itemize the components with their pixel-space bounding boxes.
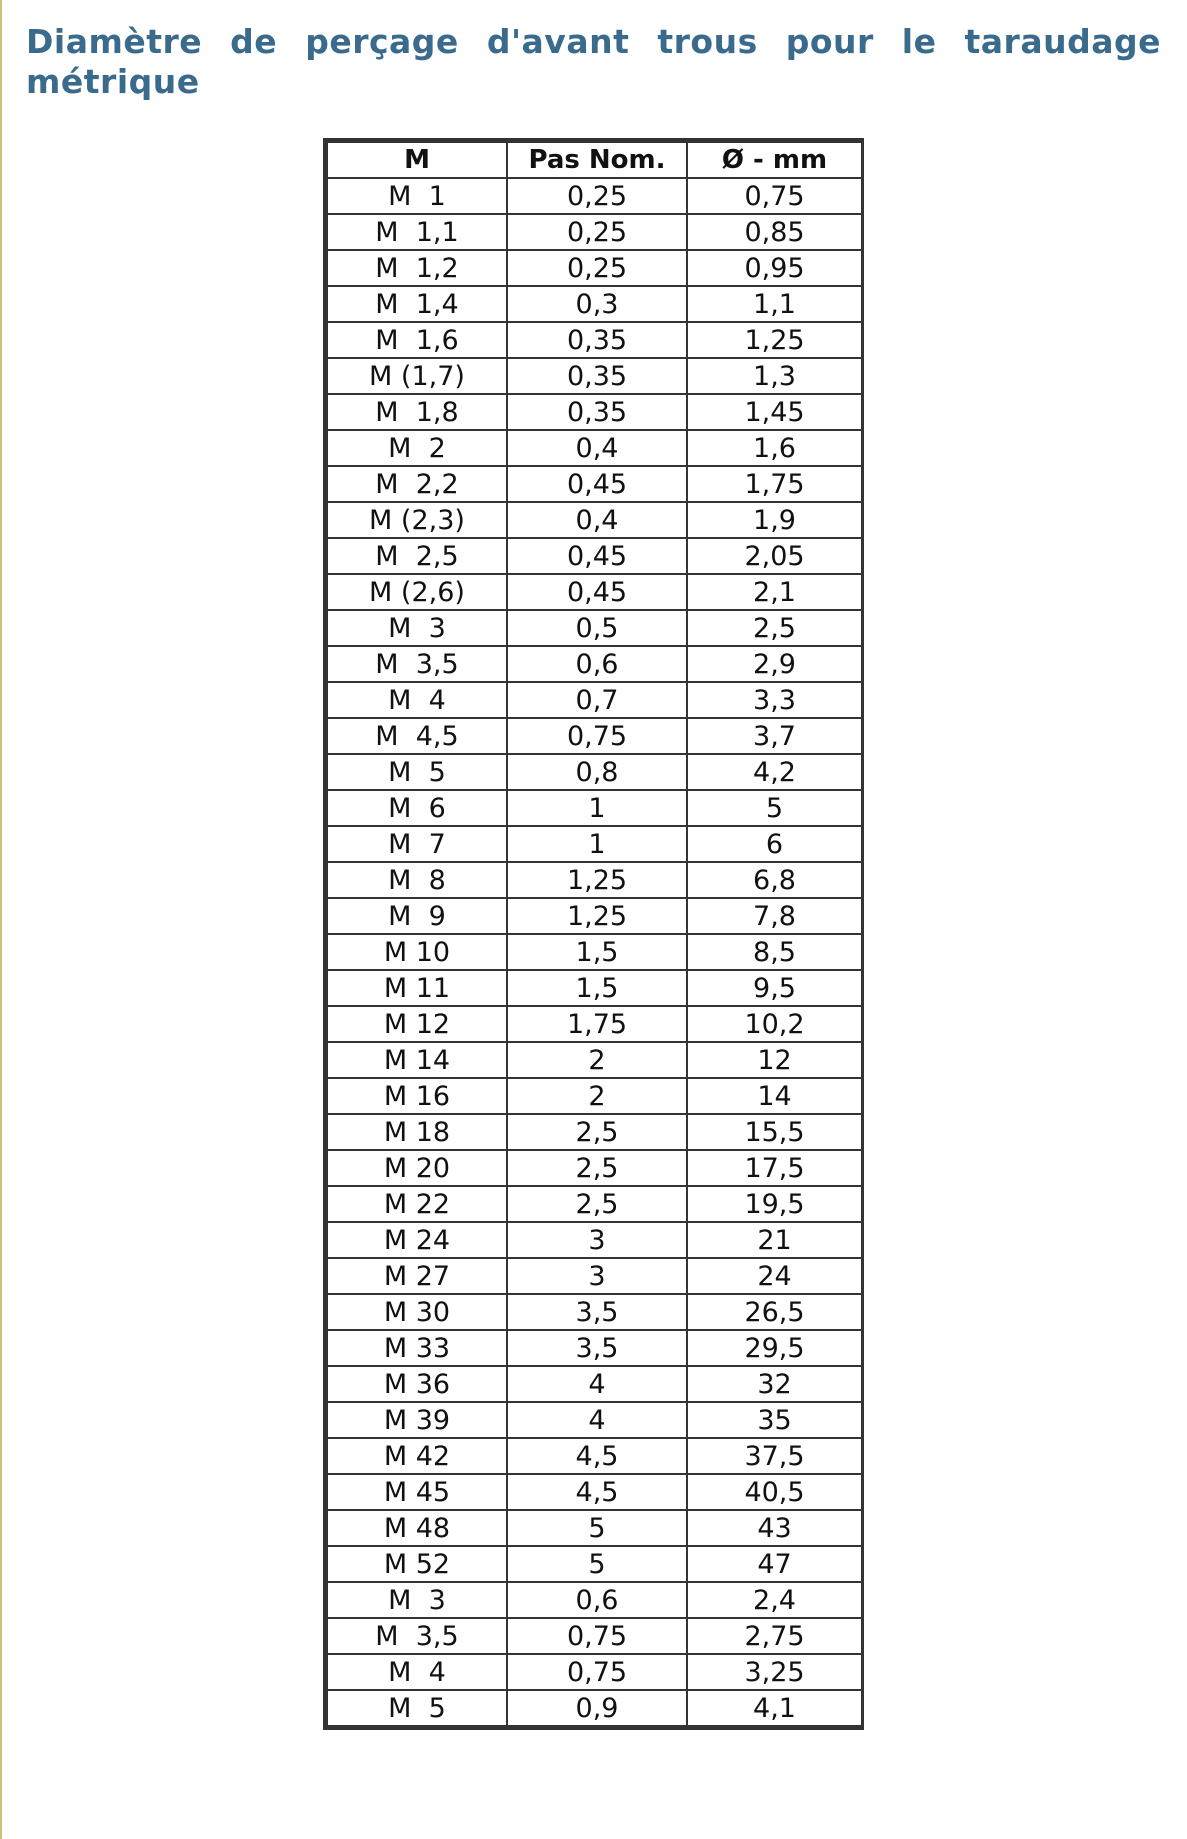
- thread-size-cell: M 4,5: [327, 718, 507, 754]
- nominal-pitch-cell: 4: [507, 1402, 687, 1438]
- drill-diameter-cell: 2,4: [687, 1582, 862, 1618]
- table-row: [327, 1294, 862, 1330]
- thread-size-cell: M 33: [327, 1330, 507, 1366]
- thread-size-cell: M 27: [327, 1258, 507, 1294]
- thread-size-cell: M 2,2: [327, 466, 507, 502]
- drill-diameter-cell: 37,5: [687, 1438, 862, 1474]
- thread-size-cell: M (2,6): [327, 574, 507, 610]
- table-row: [327, 682, 862, 718]
- page-title: Diamètre de perçage d'avant trous pour le taraudage métrique: [26, 22, 1161, 101]
- thread-size-cell: M 45: [327, 1474, 507, 1510]
- table-row: [327, 1510, 862, 1546]
- table-row: [327, 1402, 862, 1438]
- nominal-pitch-cell: 1,5: [507, 970, 687, 1006]
- nominal-pitch-cell: 0,9: [507, 1690, 687, 1726]
- tap-drill-table: [326, 141, 863, 1727]
- nominal-pitch-cell: 0,45: [507, 466, 687, 502]
- thread-size-cell: M 24: [327, 1222, 507, 1258]
- nominal-pitch-cell: 2,5: [507, 1150, 687, 1186]
- drill-diameter-cell: 10,2: [687, 1006, 862, 1042]
- drill-diameter-cell: 8,5: [687, 934, 862, 970]
- nominal-pitch-cell: 0,25: [507, 214, 687, 250]
- drill-diameter-cell: 47: [687, 1546, 862, 1582]
- drill-diameter-cell: 19,5: [687, 1186, 862, 1222]
- table-row: [327, 970, 862, 1006]
- nominal-pitch-cell: 0,4: [507, 502, 687, 538]
- table-row: [327, 718, 862, 754]
- drill-diameter-cell: 40,5: [687, 1474, 862, 1510]
- table-row: [327, 286, 862, 322]
- nominal-pitch-cell: 3,5: [507, 1330, 687, 1366]
- nominal-pitch-cell: 0,75: [507, 718, 687, 754]
- table-row: [327, 1546, 862, 1582]
- table-row: [327, 466, 862, 502]
- table-body: [327, 178, 862, 1726]
- table-row: [327, 898, 862, 934]
- drill-diameter-cell: 35: [687, 1402, 862, 1438]
- table-row: [327, 538, 862, 574]
- table-row: [327, 1618, 862, 1654]
- nominal-pitch-cell: 0,45: [507, 574, 687, 610]
- drill-diameter-cell: 3,7: [687, 718, 862, 754]
- table-row: [327, 1654, 862, 1690]
- nominal-pitch-cell: 4,5: [507, 1474, 687, 1510]
- nominal-pitch-cell: 2,5: [507, 1186, 687, 1222]
- nominal-pitch-cell: 5: [507, 1546, 687, 1582]
- nominal-pitch-cell: 1,75: [507, 1006, 687, 1042]
- drill-diameter-cell: 9,5: [687, 970, 862, 1006]
- table-row: [327, 646, 862, 682]
- nominal-pitch-cell: 3: [507, 1222, 687, 1258]
- header-nominal-pitch: Pas Nom.: [507, 142, 687, 178]
- drill-diameter-cell: 6: [687, 826, 862, 862]
- thread-size-cell: M 36: [327, 1366, 507, 1402]
- tap-drill-table-container: [323, 138, 864, 1730]
- table-row: [327, 1258, 862, 1294]
- drill-diameter-cell: 1,3: [687, 358, 862, 394]
- thread-size-cell: M 3,5: [327, 646, 507, 682]
- table-row: [327, 394, 862, 430]
- nominal-pitch-cell: 1,25: [507, 862, 687, 898]
- drill-diameter-cell: 4,1: [687, 1690, 862, 1726]
- thread-size-cell: M 6: [327, 790, 507, 826]
- drill-diameter-cell: 5: [687, 790, 862, 826]
- header-thread-size: M: [327, 142, 507, 178]
- thread-size-cell: M 7: [327, 826, 507, 862]
- thread-size-cell: M 16: [327, 1078, 507, 1114]
- table-row: [327, 826, 862, 862]
- drill-diameter-cell: 2,9: [687, 646, 862, 682]
- table-row: [327, 1006, 862, 1042]
- drill-diameter-cell: 15,5: [687, 1114, 862, 1150]
- drill-diameter-cell: 12: [687, 1042, 862, 1078]
- nominal-pitch-cell: 0,6: [507, 1582, 687, 1618]
- table-row: [327, 1042, 862, 1078]
- thread-size-cell: M 4: [327, 1654, 507, 1690]
- nominal-pitch-cell: 1,5: [507, 934, 687, 970]
- table-row: [327, 1186, 862, 1222]
- thread-size-cell: M 1: [327, 178, 507, 214]
- thread-size-cell: M 1,4: [327, 286, 507, 322]
- nominal-pitch-cell: 2,5: [507, 1114, 687, 1150]
- thread-size-cell: M 12: [327, 1006, 507, 1042]
- table-row: [327, 250, 862, 286]
- drill-diameter-cell: 29,5: [687, 1330, 862, 1366]
- nominal-pitch-cell: 1,25: [507, 898, 687, 934]
- nominal-pitch-cell: 0,35: [507, 394, 687, 430]
- nominal-pitch-cell: 0,25: [507, 178, 687, 214]
- thread-size-cell: M 9: [327, 898, 507, 934]
- thread-size-cell: M 2: [327, 430, 507, 466]
- thread-size-cell: M 1,8: [327, 394, 507, 430]
- drill-diameter-cell: 2,75: [687, 1618, 862, 1654]
- thread-size-cell: M 48: [327, 1510, 507, 1546]
- drill-diameter-cell: 24: [687, 1258, 862, 1294]
- drill-diameter-cell: 2,1: [687, 574, 862, 610]
- thread-size-cell: M (1,7): [327, 358, 507, 394]
- nominal-pitch-cell: 4: [507, 1366, 687, 1402]
- drill-diameter-cell: 1,1: [687, 286, 862, 322]
- table-row: [327, 1474, 862, 1510]
- nominal-pitch-cell: 4,5: [507, 1438, 687, 1474]
- header-drill-diameter: Ø - mm: [687, 142, 862, 178]
- nominal-pitch-cell: 3,5: [507, 1294, 687, 1330]
- left-border-rule: [0, 0, 2, 1839]
- thread-size-cell: M 22: [327, 1186, 507, 1222]
- thread-size-cell: M 3: [327, 610, 507, 646]
- table-row: [327, 610, 862, 646]
- nominal-pitch-cell: 0,35: [507, 322, 687, 358]
- nominal-pitch-cell: 3: [507, 1258, 687, 1294]
- drill-diameter-cell: 2,05: [687, 538, 862, 574]
- nominal-pitch-cell: 0,3: [507, 286, 687, 322]
- table-row: [327, 1438, 862, 1474]
- table-row: [327, 1582, 862, 1618]
- table-header-row: [327, 142, 862, 178]
- thread-size-cell: M 5: [327, 1690, 507, 1726]
- table-row: [327, 574, 862, 610]
- thread-size-cell: M 4: [327, 682, 507, 718]
- nominal-pitch-cell: 0,4: [507, 430, 687, 466]
- drill-diameter-cell: 17,5: [687, 1150, 862, 1186]
- drill-diameter-cell: 4,2: [687, 754, 862, 790]
- drill-diameter-cell: 7,8: [687, 898, 862, 934]
- table-row: [327, 790, 862, 826]
- thread-size-cell: M 11: [327, 970, 507, 1006]
- thread-size-cell: M 3,5: [327, 1618, 507, 1654]
- table-row: [327, 322, 862, 358]
- nominal-pitch-cell: 0,45: [507, 538, 687, 574]
- table-row: [327, 1330, 862, 1366]
- nominal-pitch-cell: 0,35: [507, 358, 687, 394]
- nominal-pitch-cell: 1: [507, 790, 687, 826]
- nominal-pitch-cell: 0,7: [507, 682, 687, 718]
- table-row: [327, 1114, 862, 1150]
- thread-size-cell: M 52: [327, 1546, 507, 1582]
- drill-diameter-cell: 3,3: [687, 682, 862, 718]
- drill-diameter-cell: 1,45: [687, 394, 862, 430]
- nominal-pitch-cell: 5: [507, 1510, 687, 1546]
- drill-diameter-cell: 0,85: [687, 214, 862, 250]
- nominal-pitch-cell: 1: [507, 826, 687, 862]
- drill-diameter-cell: 43: [687, 1510, 862, 1546]
- nominal-pitch-cell: 0,6: [507, 646, 687, 682]
- thread-size-cell: M 2,5: [327, 538, 507, 574]
- drill-diameter-cell: 1,9: [687, 502, 862, 538]
- drill-diameter-cell: 26,5: [687, 1294, 862, 1330]
- thread-size-cell: M 1,6: [327, 322, 507, 358]
- nominal-pitch-cell: 0,75: [507, 1618, 687, 1654]
- thread-size-cell: M 14: [327, 1042, 507, 1078]
- drill-diameter-cell: 32: [687, 1366, 862, 1402]
- table-row: [327, 1150, 862, 1186]
- drill-diameter-cell: 1,75: [687, 466, 862, 502]
- drill-diameter-cell: 1,25: [687, 322, 862, 358]
- drill-diameter-cell: 0,75: [687, 178, 862, 214]
- table-row: [327, 1366, 862, 1402]
- table-row: [327, 178, 862, 214]
- thread-size-cell: M 20: [327, 1150, 507, 1186]
- thread-size-cell: M 30: [327, 1294, 507, 1330]
- drill-diameter-cell: 14: [687, 1078, 862, 1114]
- thread-size-cell: M 18: [327, 1114, 507, 1150]
- thread-size-cell: M 8: [327, 862, 507, 898]
- drill-diameter-cell: 6,8: [687, 862, 862, 898]
- table-row: [327, 934, 862, 970]
- thread-size-cell: M 5: [327, 754, 507, 790]
- table-row: [327, 430, 862, 466]
- thread-size-cell: M 10: [327, 934, 507, 970]
- table-row: [327, 214, 862, 250]
- nominal-pitch-cell: 0,75: [507, 1654, 687, 1690]
- table-row: [327, 1222, 862, 1258]
- nominal-pitch-cell: 0,8: [507, 754, 687, 790]
- table-row: [327, 1078, 862, 1114]
- drill-diameter-cell: 1,6: [687, 430, 862, 466]
- nominal-pitch-cell: 2: [507, 1042, 687, 1078]
- thread-size-cell: M (2,3): [327, 502, 507, 538]
- table-row: [327, 502, 862, 538]
- drill-diameter-cell: 0,95: [687, 250, 862, 286]
- thread-size-cell: M 1,2: [327, 250, 507, 286]
- table-row: [327, 754, 862, 790]
- drill-diameter-cell: 3,25: [687, 1654, 862, 1690]
- table-row: [327, 862, 862, 898]
- nominal-pitch-cell: 0,25: [507, 250, 687, 286]
- thread-size-cell: M 42: [327, 1438, 507, 1474]
- nominal-pitch-cell: 2: [507, 1078, 687, 1114]
- table-row: [327, 1690, 862, 1726]
- thread-size-cell: M 39: [327, 1402, 507, 1438]
- thread-size-cell: M 3: [327, 1582, 507, 1618]
- table-row: [327, 358, 862, 394]
- drill-diameter-cell: 21: [687, 1222, 862, 1258]
- thread-size-cell: M 1,1: [327, 214, 507, 250]
- nominal-pitch-cell: 0,5: [507, 610, 687, 646]
- drill-diameter-cell: 2,5: [687, 610, 862, 646]
